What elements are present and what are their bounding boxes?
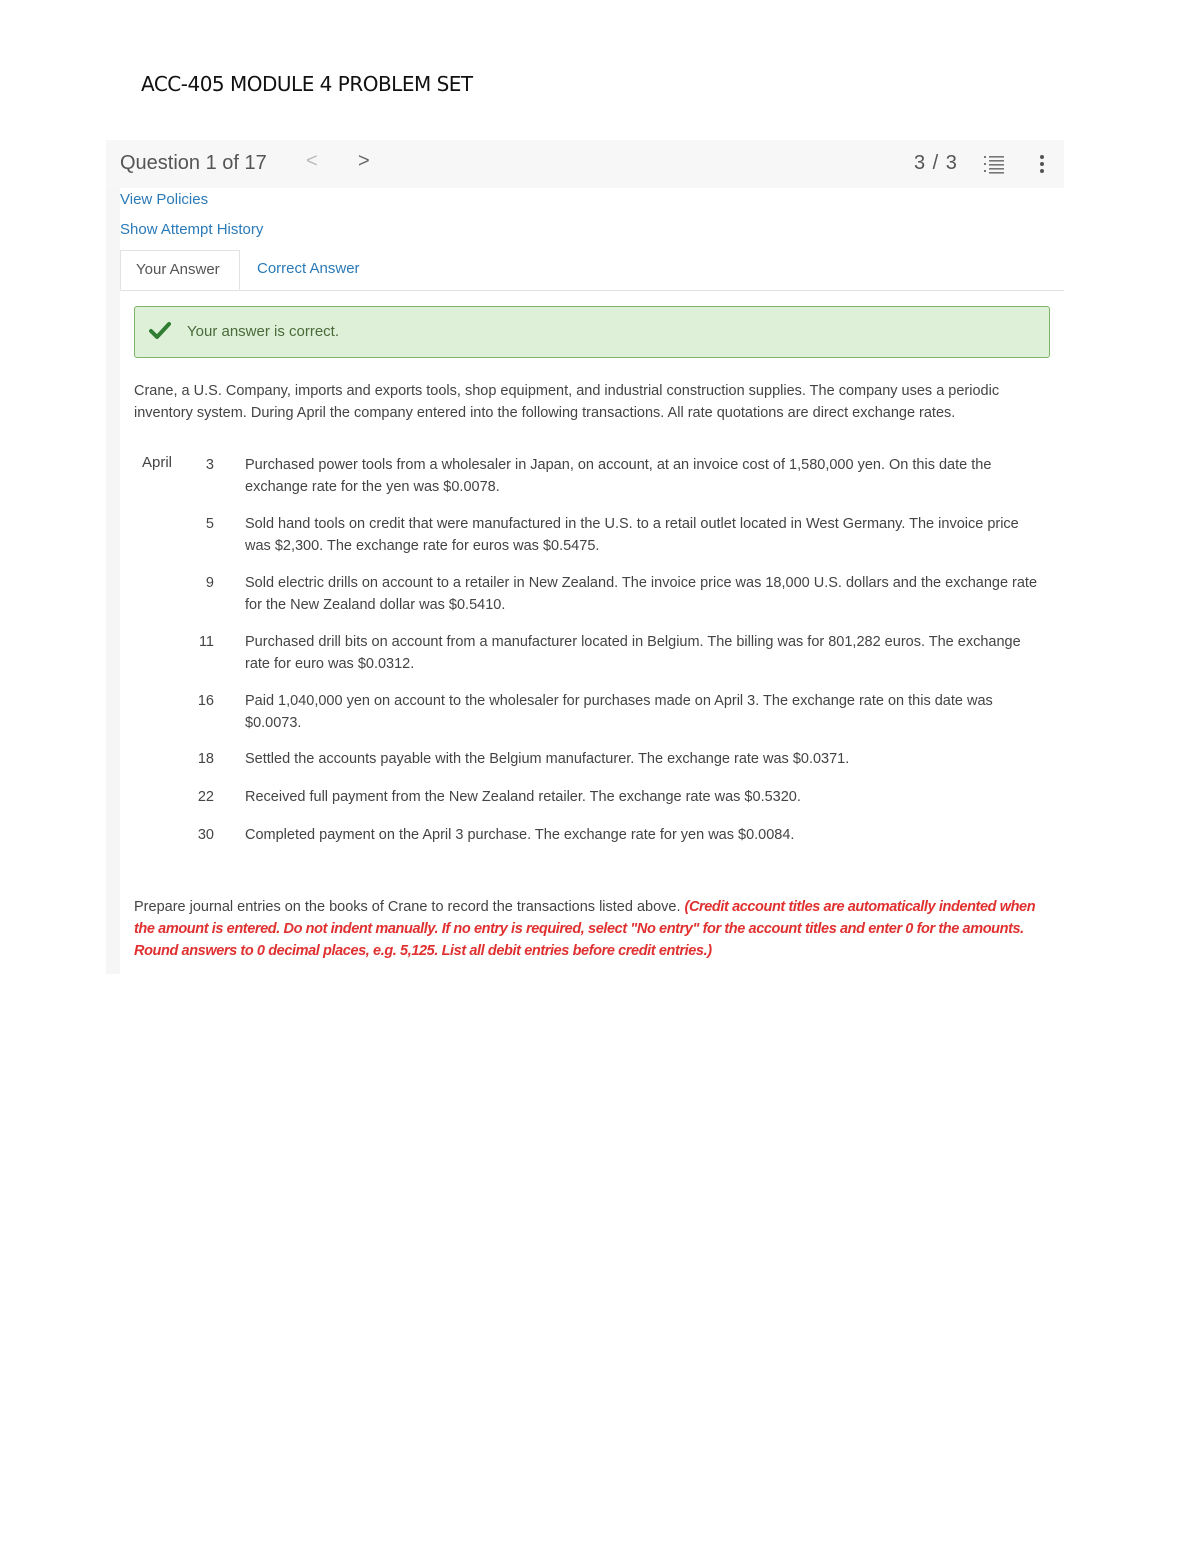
- instructions-note: (Credit account titles are automatically indented when the amount is entered. Do not indent manually. If no entry is required, select "No entry" for the account titles and enter 0 for the amounts. Round answers to 0 decimal places, e.g. 5,125. List all debit entries before credit entries.): [134, 899, 1036, 959]
- transaction-month: April: [142, 454, 173, 471]
- next-question-button[interactable]: >: [358, 150, 370, 172]
- more-vertical-icon[interactable]: [1036, 152, 1048, 176]
- transaction-description: Sold electric drills on account to a retailer in New Zealand. The invoice price was 18,000 U.S. dollars and the exchange rate for the New Zealand dollar was $0.5410.: [245, 575, 1038, 613]
- list-icon-graphic: [984, 154, 1006, 174]
- journal-instructions: [134, 896, 1054, 962]
- transaction-description: Purchased drill bits on account from a manufacturer located in Belgium. The billing was for 801,282 euros. The exchange rate for euro was $0.0312.: [245, 634, 1021, 672]
- transaction-day: 11: [198, 634, 214, 650]
- problem-intro: Crane, a U.S. Company, imports and exports tools, shop equipment, and industrial construction supplies. The company uses a periodic inventory system. During April the company entered into the following transactions. All rate quotations are direct exchange rates.: [134, 383, 1000, 421]
- show-attempt-history-link[interactable]: Show Attempt History: [120, 221, 264, 238]
- transaction-description: Purchased power tools from a wholesaler in Japan, on account, at an invoice cost of 1,580,000 yen. On this date the exchange rate for the yen was $0.0078.: [245, 457, 992, 495]
- document-title: ACC-405 MODULE 4 PROBLEM SET: [141, 72, 473, 96]
- correct-answer-alert: [134, 306, 1050, 358]
- transaction-day: 16: [197, 693, 214, 709]
- tab-your-answer[interactable]: Your Answer: [120, 250, 240, 290]
- tab-correct-answer[interactable]: Correct Answer: [257, 260, 360, 277]
- check-icon: [149, 321, 171, 341]
- score-display: 3 / 3: [914, 152, 958, 174]
- question-panel: [106, 140, 1064, 974]
- alert-message: Your answer is correct.: [187, 323, 340, 340]
- panel-left-gutter: [106, 188, 120, 974]
- transaction-description: Paid 1,040,000 yen on account to the wholesaler for purchases made on April 3. The exchange rate on this date was $0.0073.: [245, 693, 993, 731]
- transaction-day: 9: [205, 575, 214, 591]
- transaction-description: Sold hand tools on credit that were manufactured in the U.S. to a retail outlet located in West Germany. The invoice price was $2,300. The exchange rate for euros was $0.5475.: [245, 516, 1019, 554]
- transaction-day: 5: [205, 516, 214, 532]
- transaction-day: 22: [197, 789, 214, 805]
- view-policies-link[interactable]: View Policies: [120, 191, 209, 208]
- question-counter: Question 1 of 17: [120, 152, 267, 174]
- transaction-description: Completed payment on the April 3 purchase. The exchange rate for yen was $0.0084.: [245, 827, 795, 843]
- list-icon[interactable]: [984, 154, 1006, 174]
- more-vertical-icon-graphic: [1036, 152, 1048, 176]
- transaction-day: 3: [205, 457, 214, 473]
- answer-tabs: [120, 250, 1064, 291]
- question-header-bar: [106, 140, 1064, 188]
- check-icon-graphic: [149, 321, 171, 341]
- transaction-day: 30: [197, 827, 214, 843]
- transaction-description: Received full payment from the New Zealand retailer. The exchange rate was $0.5320.: [245, 789, 801, 805]
- transaction-day: 18: [197, 751, 214, 767]
- previous-question-button[interactable]: <: [306, 150, 318, 172]
- instructions-main: Prepare journal entries on the books of Crane to record the transactions listed above.: [134, 899, 685, 915]
- transaction-description: Settled the accounts payable with the Belgium manufacturer. The exchange rate was $0.0371.: [245, 751, 850, 767]
